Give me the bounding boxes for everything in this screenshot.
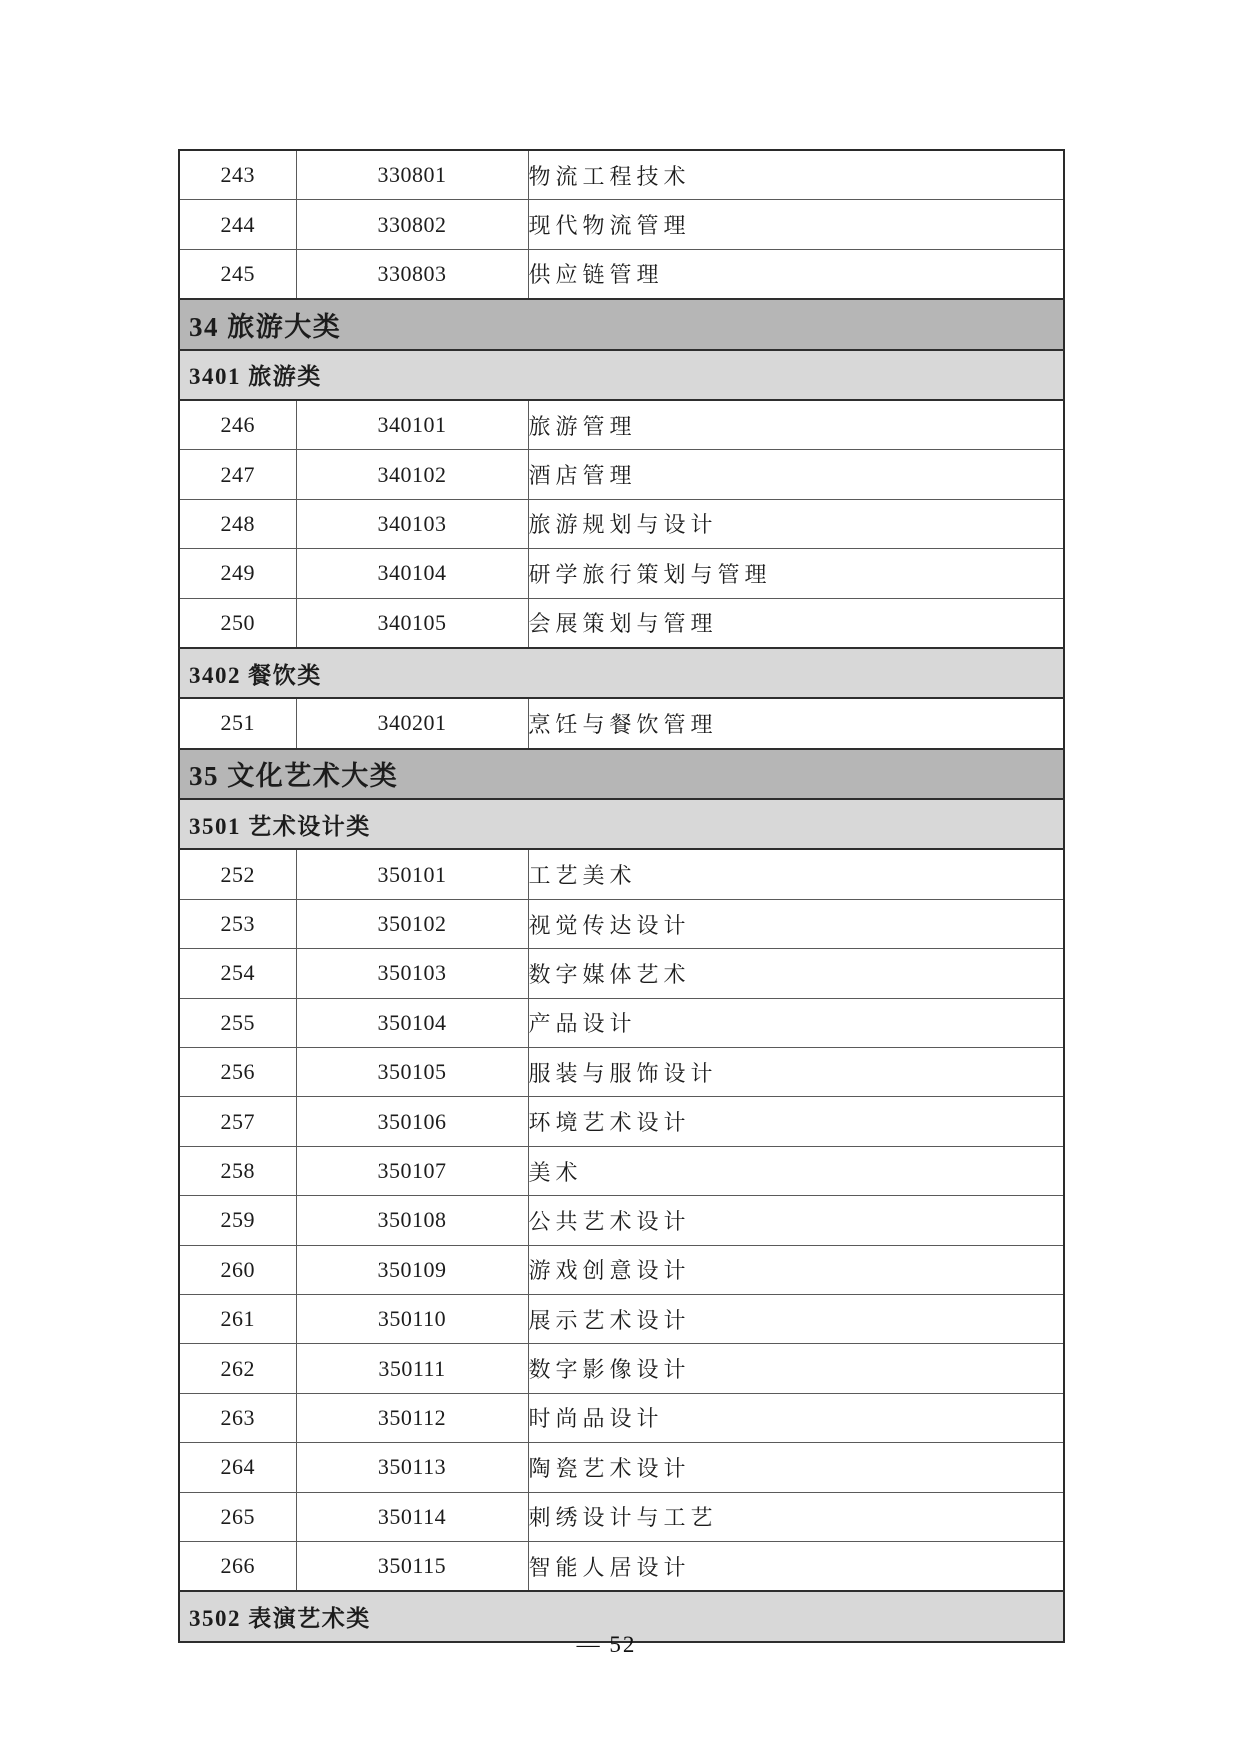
subcategory-header-cell: 3402 餐饮类: [179, 648, 1064, 698]
table-row: [179, 1048, 1064, 1097]
major-codes-table: [178, 149, 1065, 1643]
major-code-cell: 350112: [296, 1393, 528, 1442]
major-code-cell: 330803: [296, 249, 528, 299]
major-name-cell: 陶瓷艺术设计: [528, 1443, 1064, 1492]
table-row: [179, 998, 1064, 1047]
major-name-cell: 烹饪与餐饮管理: [528, 698, 1064, 748]
row-serial-cell: 251: [179, 698, 296, 748]
major-code-cell: 350107: [296, 1146, 528, 1195]
row-serial-cell: 266: [179, 1541, 296, 1591]
document-page: [178, 149, 1063, 1643]
table-row: [179, 1196, 1064, 1245]
row-serial-cell: 247: [179, 450, 296, 499]
table-row: [179, 450, 1064, 499]
major-name-cell: 数字影像设计: [528, 1344, 1064, 1393]
subcategory-header-cell: 3501 艺术设计类: [179, 799, 1064, 849]
subcategory-header-cell: 3401 旅游类: [179, 350, 1064, 400]
major-name-cell: 展示艺术设计: [528, 1294, 1064, 1343]
row-serial-cell: 244: [179, 200, 296, 249]
major-name-cell: 数字媒体艺术: [528, 949, 1064, 998]
subcategory-header-row: [179, 350, 1064, 400]
row-serial-cell: 259: [179, 1196, 296, 1245]
major-name-cell: 旅游管理: [528, 400, 1064, 450]
table-row: [179, 200, 1064, 249]
major-name-cell: 游戏创意设计: [528, 1245, 1064, 1294]
major-name-cell: 服装与服饰设计: [528, 1048, 1064, 1097]
table-row: [179, 1294, 1064, 1343]
major-name-cell: 刺绣设计与工艺: [528, 1492, 1064, 1541]
major-code-cell: 350103: [296, 949, 528, 998]
major-code-cell: 340101: [296, 400, 528, 450]
major-name-cell: 物流工程技术: [528, 150, 1064, 200]
table-row: [179, 899, 1064, 948]
category-header-cell: 35 文化艺术大类: [179, 749, 1064, 799]
category-header-row: [179, 749, 1064, 799]
major-code-cell: 350110: [296, 1294, 528, 1343]
row-serial-cell: 249: [179, 549, 296, 598]
major-code-cell: 330801: [296, 150, 528, 200]
row-serial-cell: 263: [179, 1393, 296, 1442]
major-name-cell: 美术: [528, 1146, 1064, 1195]
row-serial-cell: 265: [179, 1492, 296, 1541]
row-serial-cell: 255: [179, 998, 296, 1047]
major-code-cell: 340103: [296, 499, 528, 548]
major-code-cell: 350115: [296, 1541, 528, 1591]
major-code-cell: 350104: [296, 998, 528, 1047]
major-code-cell: 350106: [296, 1097, 528, 1146]
table-row: [179, 1097, 1064, 1146]
major-name-cell: 供应链管理: [528, 249, 1064, 299]
category-header-row: [179, 299, 1064, 349]
major-name-cell: 公共艺术设计: [528, 1196, 1064, 1245]
row-serial-cell: 246: [179, 400, 296, 450]
row-serial-cell: 245: [179, 249, 296, 299]
major-code-cell: 340102: [296, 450, 528, 499]
row-serial-cell: 256: [179, 1048, 296, 1097]
major-name-cell: 会展策划与管理: [528, 598, 1064, 648]
row-serial-cell: 243: [179, 150, 296, 200]
major-code-cell: 350101: [296, 849, 528, 899]
major-code-cell: 350113: [296, 1443, 528, 1492]
major-name-cell: 研学旅行策划与管理: [528, 549, 1064, 598]
table-row: [179, 849, 1064, 899]
major-name-cell: 视觉传达设计: [528, 899, 1064, 948]
major-name-cell: 旅游规划与设计: [528, 499, 1064, 548]
major-code-cell: 340201: [296, 698, 528, 748]
major-code-cell: 350114: [296, 1492, 528, 1541]
subcategory-header-row: [179, 799, 1064, 849]
table-row: [179, 1245, 1064, 1294]
row-serial-cell: 248: [179, 499, 296, 548]
major-code-cell: 340104: [296, 549, 528, 598]
major-name-cell: 工艺美术: [528, 849, 1064, 899]
major-name-cell: 产品设计: [528, 998, 1064, 1047]
table-row: [179, 549, 1064, 598]
table-row: [179, 249, 1064, 299]
page-number: — 52: [576, 1632, 637, 1657]
major-code-cell: 340105: [296, 598, 528, 648]
table-row: [179, 698, 1064, 748]
major-code-cell: 350102: [296, 899, 528, 948]
subcategory-header-row: [179, 648, 1064, 698]
table-row: [179, 1443, 1064, 1492]
category-header-cell: 34 旅游大类: [179, 299, 1064, 349]
table-row: [179, 1492, 1064, 1541]
table-row: [179, 949, 1064, 998]
table-row: [179, 150, 1064, 200]
major-name-cell: 酒店管理: [528, 450, 1064, 499]
table-row: [179, 499, 1064, 548]
major-code-cell: 350105: [296, 1048, 528, 1097]
row-serial-cell: 264: [179, 1443, 296, 1492]
table-row: [179, 400, 1064, 450]
row-serial-cell: 254: [179, 949, 296, 998]
row-serial-cell: 250: [179, 598, 296, 648]
row-serial-cell: 261: [179, 1294, 296, 1343]
subcategory-header-cell: 3502 表演艺术类: [179, 1591, 1064, 1641]
row-serial-cell: 262: [179, 1344, 296, 1393]
major-name-cell: 现代物流管理: [528, 200, 1064, 249]
row-serial-cell: 260: [179, 1245, 296, 1294]
major-code-cell: 350109: [296, 1245, 528, 1294]
row-serial-cell: 253: [179, 899, 296, 948]
major-name-cell: 时尚品设计: [528, 1393, 1064, 1442]
row-serial-cell: 252: [179, 849, 296, 899]
table-row: [179, 1393, 1064, 1442]
row-serial-cell: 258: [179, 1146, 296, 1195]
table-row: [179, 1541, 1064, 1591]
major-name-cell: 智能人居设计: [528, 1541, 1064, 1591]
major-code-cell: 350108: [296, 1196, 528, 1245]
table-row: [179, 598, 1064, 648]
table-row: [179, 1146, 1064, 1195]
row-serial-cell: 257: [179, 1097, 296, 1146]
major-name-cell: 环境艺术设计: [528, 1097, 1064, 1146]
table-row: [179, 1344, 1064, 1393]
table-body: [179, 150, 1064, 1642]
major-code-cell: 330802: [296, 200, 528, 249]
major-code-cell: 350111: [296, 1344, 528, 1393]
